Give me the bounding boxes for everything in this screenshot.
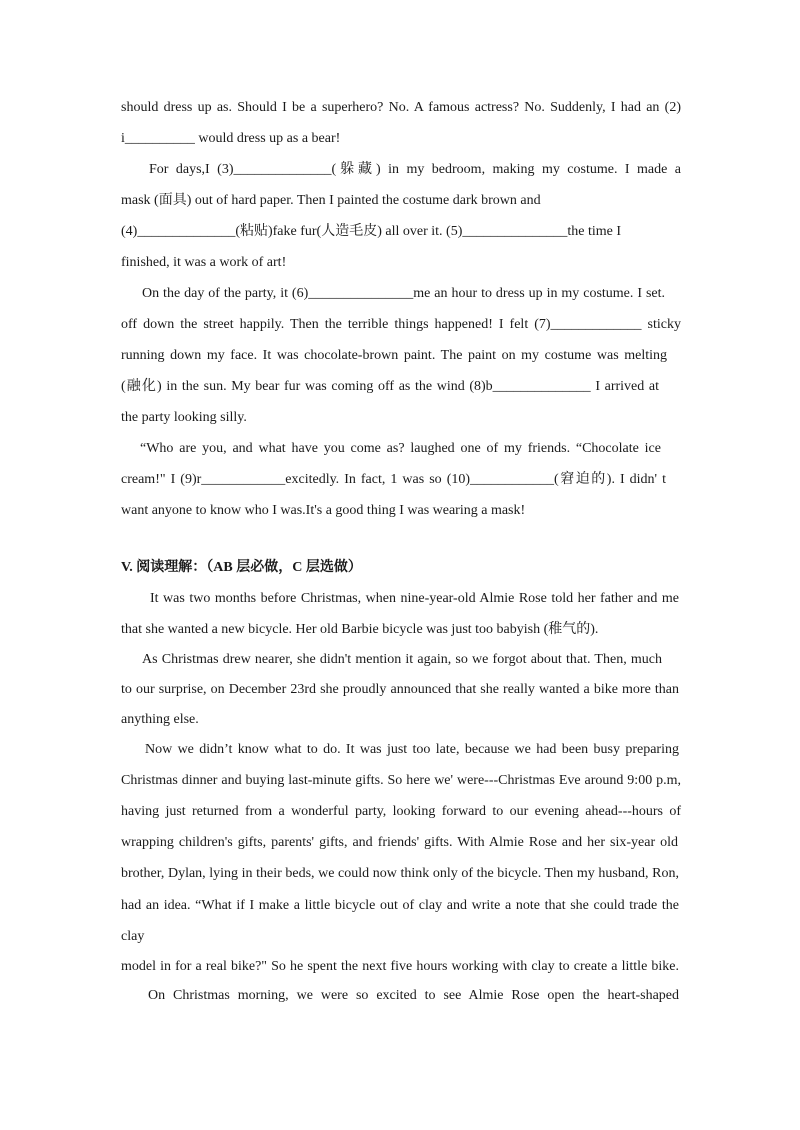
passage-line: mask (面具) out of hard paper. Then I painted the costume dark brown and — [121, 193, 541, 208]
passage-line: (4)______________(粘贴)fake fur(人造毛皮) all over it. (5)_______________the time I — [121, 224, 622, 239]
passage-line: running down my face. It was chocolate-brown paint. The paint on my costume was melting — [121, 348, 667, 363]
passage-line: cream!" I (9)r____________excitedly. In fact, 1 was so (10)____________(窘迫的). I didn' t — [121, 472, 666, 487]
passage-line: model in for a real bike?" So he spent the next five hours working with clay to create a little bike. — [121, 959, 679, 974]
passage-line: On the day of the party, it (6)_______________me an hour to dress up in my costume. I set. — [142, 286, 665, 301]
passage-line: want anyone to know who I was.It's a good thing I was wearing a mask! — [121, 503, 526, 518]
passage-line: having just returned from a wonderful party, looking forward to our evening ahead---hours of — [121, 804, 681, 819]
passage-line: As Christmas drew nearer, she didn't mention it again, so we forgot about that. Then, much — [142, 652, 662, 667]
passage-line: It was two months before Christmas, when nine-year-old Almie Rose told her father and me — [150, 591, 679, 606]
passage-line: that she wanted a new bicycle. Her old Barbie bicycle was just too babyish (稚气的). — [121, 622, 599, 637]
passage-line: the party looking silly. — [121, 410, 247, 425]
passage-line: had an idea. “What if I make a little bicycle out of clay and write a note that she could trade the — [121, 898, 679, 913]
passage-line: (融化) in the sun. My bear fur was coming off as the wind (8)b______________ I arrived at — [121, 379, 659, 394]
passage-line: Now we didn’t know what to do. It was just too late, because we had been busy preparing — [145, 742, 679, 757]
passage-line: “Who are you, and what have you come as? laughed one of my friends. “Chocolate ice — [140, 441, 661, 456]
passage-line: clay — [121, 929, 145, 944]
passage-line: Christmas dinner and buying last-minute gifts. So here we' were---Christmas Eve around 9:00 p.m, — [121, 773, 681, 788]
passage-line: anything else. — [121, 712, 199, 727]
passage-line: wrapping children's gifts, parents' gifts, and friends' gifts. With Almie Rose and her six-year old — [121, 835, 678, 850]
passage-line: off down the street happily. Then the terrible things happened! I felt (7)_____________ sticky — [121, 317, 681, 332]
passage-line: brother, Dylan, lying in their beds, we could now think only of the bicycle. Then my husband, Ron, — [121, 866, 679, 881]
passage-line: On Christmas morning, we were so excited to see Almie Rose open the heart-shaped — [148, 988, 679, 1003]
section-heading: V. 阅读理解：（AB 层必做，C 层选做） — [121, 560, 362, 575]
passage-line: finished, it was a work of art! — [121, 255, 287, 270]
passage-line: should dress up as. Should I be a superhero? No. A famous actress? No. Suddenly, I had an (2) — [121, 100, 681, 115]
passage-line: For days,I (3)______________(躲藏) in my bedroom, making my costume. I made a — [149, 162, 681, 177]
passage-line: i__________ would dress up as a bear! — [121, 131, 341, 146]
passage-line: to our surprise, on December 23rd she proudly announced that she really wanted a bike more than — [121, 682, 679, 697]
